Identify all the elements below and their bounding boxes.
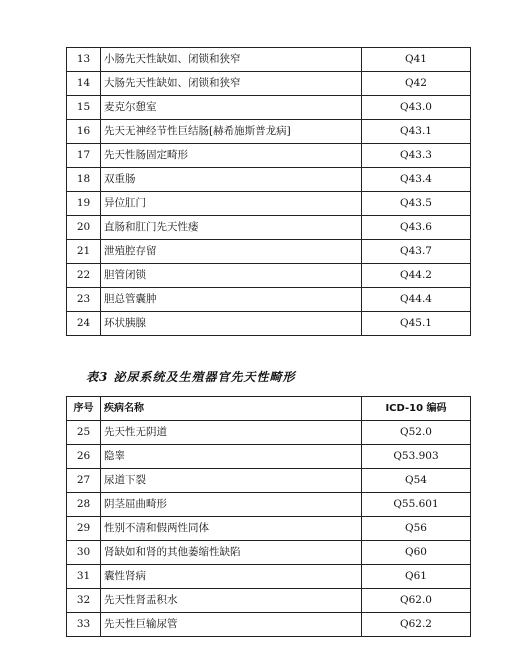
row-number: 14 xyxy=(67,72,101,96)
table-row xyxy=(67,168,471,192)
disease-name: 大肠先天性缺如、闭锁和狭窄 xyxy=(101,72,362,96)
row-number: 29 xyxy=(67,517,101,541)
icd-code: Q44.2 xyxy=(362,264,471,288)
disease-name: 先天性无阴道 xyxy=(101,421,362,445)
row-number: 30 xyxy=(67,541,101,565)
row-number: 13 xyxy=(67,48,101,72)
table-row xyxy=(67,517,471,541)
icd-code: Q56 xyxy=(362,517,471,541)
icd-code: Q44.4 xyxy=(362,288,471,312)
table-row xyxy=(67,240,471,264)
table-row xyxy=(67,613,471,637)
disease-name: 异位肛门 xyxy=(101,192,362,216)
icd-code: Q43.7 xyxy=(362,240,471,264)
icd-code: Q43.4 xyxy=(362,168,471,192)
table3-caption: 表3 泌尿系统及生殖器官先天性畸形 xyxy=(86,370,296,384)
row-number: 31 xyxy=(67,565,101,589)
table-row xyxy=(67,264,471,288)
disease-name: 先天性肠固定畸形 xyxy=(101,144,362,168)
table-row xyxy=(67,144,471,168)
table-row xyxy=(67,216,471,240)
icd-code: Q61 xyxy=(362,565,471,589)
row-number: 22 xyxy=(67,264,101,288)
disease-name: 小肠先天性缺如、闭锁和狭窄 xyxy=(101,48,362,72)
row-number: 26 xyxy=(67,445,101,469)
disease-name: 尿道下裂 xyxy=(101,469,362,493)
disease-name: 双重肠 xyxy=(101,168,362,192)
table-row xyxy=(67,565,471,589)
icd-code: Q43.3 xyxy=(362,144,471,168)
icd-code: Q53.903 xyxy=(362,445,471,469)
row-number: 24 xyxy=(67,312,101,336)
row-number: 28 xyxy=(67,493,101,517)
row-number: 25 xyxy=(67,421,101,445)
table-body xyxy=(67,421,471,637)
icd-code: Q41 xyxy=(362,48,471,72)
row-number: 15 xyxy=(67,96,101,120)
icd-code: Q54 xyxy=(362,469,471,493)
icd-code: Q45.1 xyxy=(362,312,471,336)
row-number: 32 xyxy=(67,589,101,613)
icd-code: Q55.601 xyxy=(362,493,471,517)
icd-code: Q60 xyxy=(362,541,471,565)
table-row xyxy=(67,120,471,144)
row-number: 19 xyxy=(67,192,101,216)
disease-name: 肾缺如和肾的其他萎缩性缺陷 xyxy=(101,541,362,565)
row-number: 16 xyxy=(67,120,101,144)
icd-code: Q43.6 xyxy=(362,216,471,240)
header-name: 疾病名称 xyxy=(101,397,362,421)
header-code: ICD-10 编码 xyxy=(362,397,471,421)
header-no: 序号 xyxy=(67,397,101,421)
icd-code: Q43.5 xyxy=(362,192,471,216)
disease-name: 阴茎屈曲畸形 xyxy=(101,493,362,517)
header-row xyxy=(67,397,471,421)
disease-name: 先天无神经节性巨结肠[赫希施斯普龙病] xyxy=(101,120,362,144)
row-number: 18 xyxy=(67,168,101,192)
table-row xyxy=(67,96,471,120)
table-row xyxy=(67,493,471,517)
icd-code: Q62.0 xyxy=(362,589,471,613)
disease-name: 环状胰腺 xyxy=(101,312,362,336)
disease-name: 囊性肾病 xyxy=(101,565,362,589)
disease-name: 胆管闭锁 xyxy=(101,264,362,288)
row-number: 17 xyxy=(67,144,101,168)
table-header xyxy=(67,397,471,421)
row-number: 20 xyxy=(67,216,101,240)
disease-name: 胆总管囊肿 xyxy=(101,288,362,312)
icd-code: Q43.0 xyxy=(362,96,471,120)
disease-name: 隐睾 xyxy=(101,445,362,469)
table-row xyxy=(67,312,471,336)
icd-code: Q43.1 xyxy=(362,120,471,144)
table-row xyxy=(67,541,471,565)
disease-name: 先天性肾盂积水 xyxy=(101,589,362,613)
table-row xyxy=(67,288,471,312)
icd-code: Q42 xyxy=(362,72,471,96)
disease-name: 麦克尔憩室 xyxy=(101,96,362,120)
icd-code: Q52.0 xyxy=(362,421,471,445)
row-number: 33 xyxy=(67,613,101,637)
row-number: 21 xyxy=(67,240,101,264)
table-row xyxy=(67,445,471,469)
table-row xyxy=(67,421,471,445)
disease-name: 泄殖腔存留 xyxy=(101,240,362,264)
icd-code: Q62.2 xyxy=(362,613,471,637)
table-row xyxy=(67,589,471,613)
urogenital-anomalies-table xyxy=(66,396,471,637)
table-body xyxy=(67,48,471,336)
row-number: 23 xyxy=(67,288,101,312)
congenital-digestive-table xyxy=(66,47,471,336)
table-row xyxy=(67,469,471,493)
disease-name: 先天性巨输尿管 xyxy=(101,613,362,637)
disease-name: 性别不清和假两性同体 xyxy=(101,517,362,541)
table-row xyxy=(67,72,471,96)
table-row xyxy=(67,48,471,72)
disease-name: 直肠和肛门先天性瘘 xyxy=(101,216,362,240)
row-number: 27 xyxy=(67,469,101,493)
table-row xyxy=(67,192,471,216)
